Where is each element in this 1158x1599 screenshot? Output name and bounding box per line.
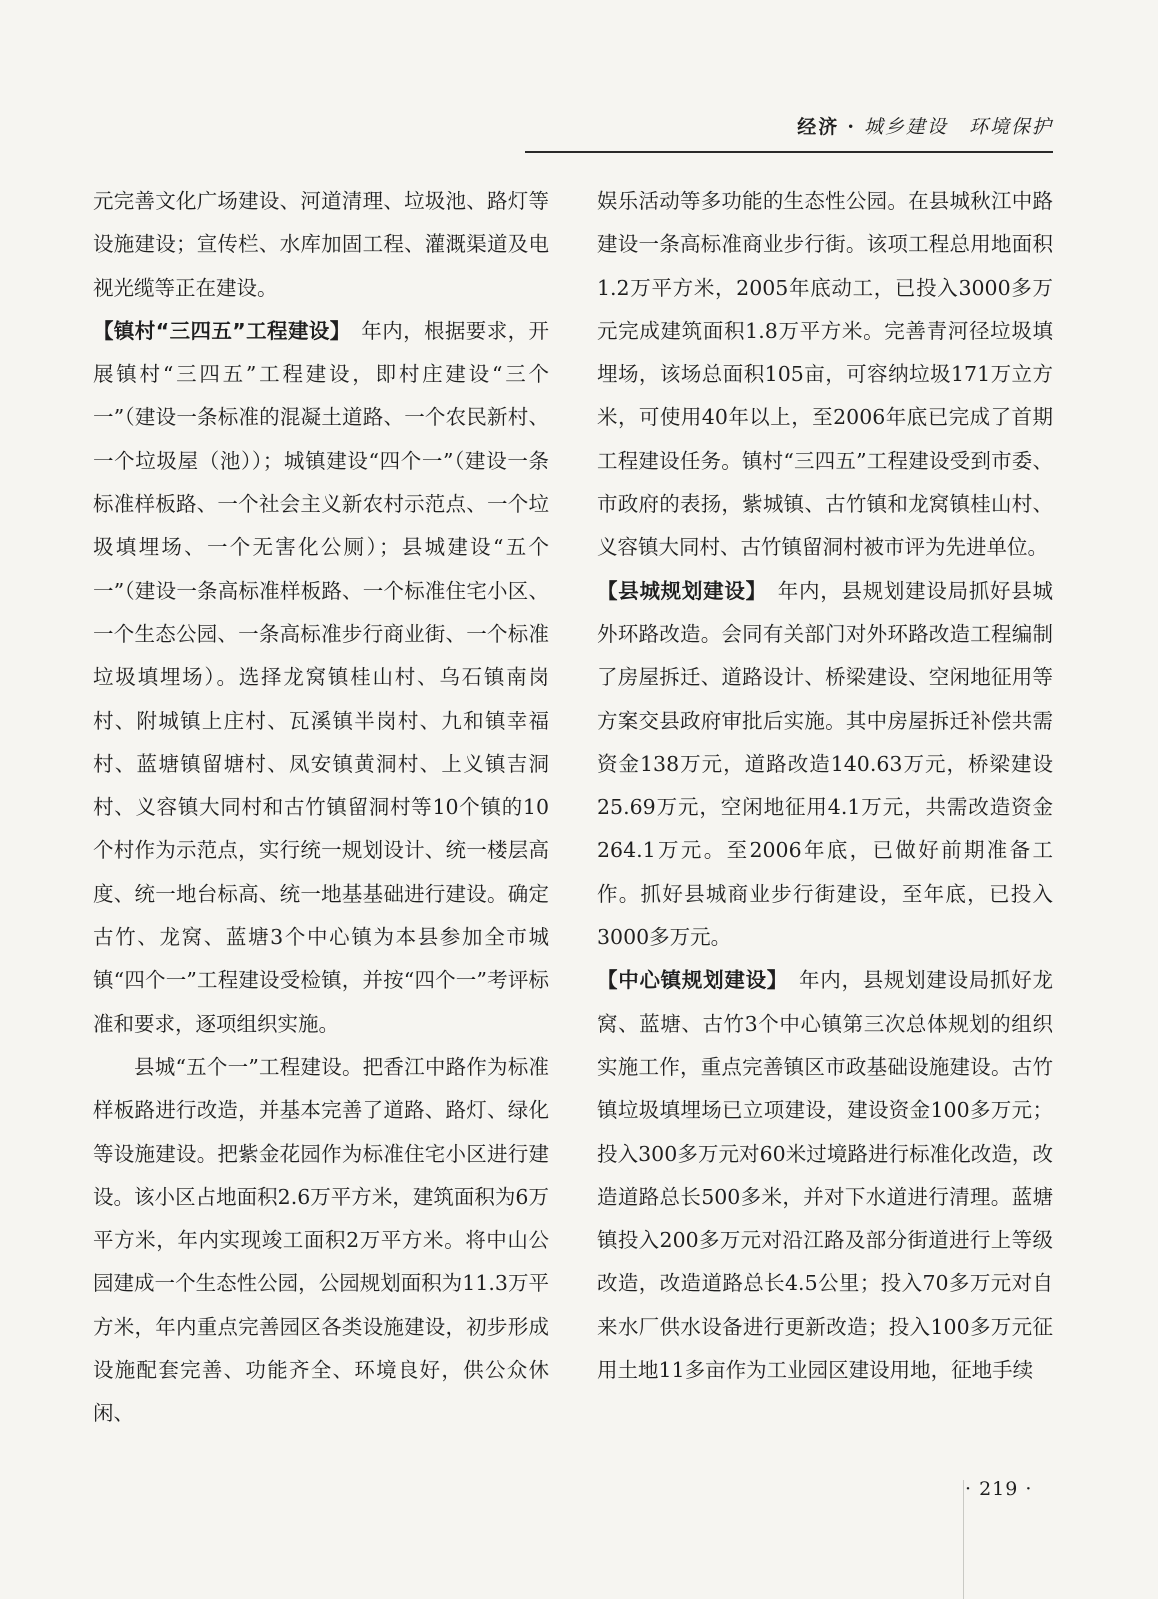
- header-section: 经济: [797, 116, 840, 138]
- running-header: [525, 112, 1053, 139]
- header-rule: [525, 151, 1053, 153]
- right-column: [597, 180, 1053, 1392]
- header-dot: ·: [847, 116, 856, 138]
- section-tag-central-town: 【中心镇规划建设】: [597, 968, 778, 993]
- section-tag-town-village: 【镇村“三四五”工程建设】: [93, 318, 341, 343]
- right-paragraph-2-text: 年内，县规划建设局抓好县城外环路改造。会同有关部门对外环路改造工程编制了房屋拆迁、道路设计、桥梁建设、空闲地征用等方案交县政府审批后实施。其中房屋拆迁补偿共需资金138万元，道路改造140.63万元，桥梁建设25.69万元，空闲地征用4.1万元，共需改造资金264.1万元。至2006年底，已做好前期准备工作。抓好县城商业步行街建设，至年底，已投入3000多万元。: [597, 578, 1054, 950]
- page-number: · 219 ·: [965, 1478, 1033, 1500]
- left-paragraph-3: 县城“五个一”工程建设。把香江中路作为标准样板路进行改造，并基本完善了道路、路灯、绿化等设施建设。把紫金花园作为标准住宅小区进行建设。该小区占地面积2.6万平方米，建筑面积为6万平方米，年内实现竣工面积2万平方米。将中山公园建成一个生态性公园，公园规划面积为11.3万平方米，年内重点完善园区各类设施建设，初步形成设施配套完善、功能齐全、环境良好，供公众休闲、: [93, 1054, 549, 1426]
- left-paragraph-1: 元完善文化广场建设、河道清理、垃圾池、路灯等设施建设；宣传栏、水库加固工程、灌溉渠道及电视光缆等正在建设。: [93, 189, 549, 300]
- header-subtitle: 城乡建设 环境保护: [863, 116, 1053, 138]
- section-tag-county-planning: 【县城规划建设】: [597, 578, 757, 603]
- right-paragraph-1: 娱乐活动等多功能的生态性公园。在县城秋江中路建设一条高标准商业步行街。该项工程总用地面积1.2万平方米，2005年底动工，已投入3000多万元完成建筑面积1.8万平方米。完善青河径垃圾填埋场，该场总面积105亩，可容纳垃圾171万立方米，可使用40年以上，至2006年底已完成了首期工程建设任务。镇村“三四五”工程建设受到市委、市政府的表扬，紫城镇、古竹镇和龙窝镇桂山村、义容镇大同村、古竹镇留洞村被市评为先进单位。: [597, 189, 1053, 560]
- left-column: [93, 180, 549, 1436]
- right-paragraph-2: [597, 570, 1053, 960]
- right-paragraph-3-text: 年内，县规划建设局抓好龙窝、蓝塘、古竹3个中心镇第三次总体规划的组织实施工作，重点完善镇区市政基础设施建设。古竹镇垃圾填埋场已立项建设，建设资金100多万元；投入300多万元对60米过境路进行标准化改造，改造道路总长500多米，并对下水道进行清理。蓝塘镇投入200多万元对沿江路及部分街道进行上等级改造，改造道路总长4.5公里；投入70多万元对自来水厂供水设备进行更新改造；投入100多万元征用土地11多亩作为工业园区建设用地，征地手续: [597, 968, 1054, 1383]
- right-paragraph-3: [597, 959, 1053, 1392]
- left-paragraph-2: [93, 310, 549, 1046]
- scan-artifact-line: [963, 1480, 964, 1599]
- left-paragraph-2-text: 年内，根据要求，开展镇村“三四五”工程建设，即村庄建设“三个一”（建设一条标准的混凝土道路、一个农民新村、一个垃圾屋（池））；城镇建设“四个一”（建设一条标准样板路、一个社会主义新农村示范点、一个垃圾填埋场、一个无害化公厕）；县城建设“五个一”（建设一条高标准样板路、一个标准住宅小区、一个生态公园、一条高标准步行商业街、一个标准垃圾填埋场）。选择龙窝镇桂山村、乌石镇南岗村、附城镇上庄村、瓦溪镇半岗村、九和镇幸福村、蓝塘镇留塘村、凤安镇黄洞村、上义镇吉洞村、义容镇大同村和古竹镇留洞村等10个镇的10个村作为示范点，实行统一规划设计、统一楼层高度、统一地台标高、统一地基基础进行建设。确定古竹、龙窝、蓝塘3个中心镇为本县参加全市城镇“四个一”工程建设受检镇，并按“四个一”考评标准和要求，逐项组织实施。: [93, 318, 550, 1036]
